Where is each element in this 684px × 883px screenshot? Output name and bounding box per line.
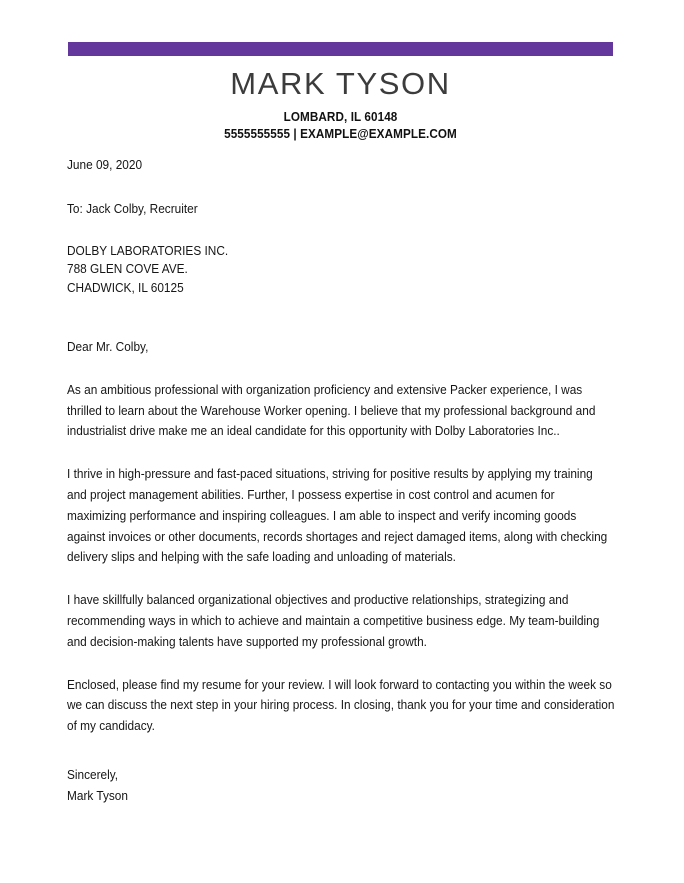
letter-paragraph-3: I have skillfully balanced organizational objectives and productive relationships, strategizing and recommending ways in which to achieve and maintain a competitive business edge. My team-building and decision-making talents have supported my professional growth. (67, 593, 600, 649)
applicant-name: MARK TYSON (230, 66, 451, 101)
company-name: DOLBY LABORATORIES INC. (67, 243, 229, 258)
applicant-location: LOMBARD, IL 60148 (283, 109, 398, 124)
letterhead (68, 66, 613, 142)
letter-date: June 09, 2020 (67, 158, 143, 172)
letter-closing (67, 765, 615, 806)
company-city-state-zip: CHADWICK, IL 60125 (67, 280, 184, 295)
letter-body (67, 155, 615, 806)
company-street: 788 GLEN COVE AVE. (67, 262, 188, 277)
letter-recipient: To: Jack Colby, Recruiter (67, 201, 198, 216)
company-address-block (67, 242, 615, 298)
closing-valediction: Sincerely, (67, 768, 119, 783)
letter-paragraph-1: As an ambitious professional with organization proficiency and extensive Packer experience, I was thrilled to learn about the Warehouse Worker opening. I believe that my professional background and industrialist drive make me an ideal candidate for this opportunity with Dolby Laboratories Inc.. (67, 382, 596, 439)
letter-paragraph-4: Enclosed, please find my resume for your review. I will look forward to contacting you within the week so we can discuss the next step in your hiring process. In closing, thank you for your time and consideration of my candidacy. (67, 677, 615, 734)
header-accent-bar (68, 42, 613, 56)
letter-paragraph-2: I thrive in high-pressure and fast-paced situations, striving for positive results by applying my training and project management abilities. Further, I possess expertise in cost control and acumen for maximizing performance and inspiring colleagues. I am able to inspect and verify incoming goods against invoices or other documents, records shortages and reject damaged items, along with checking delivery slips and helping with the safe loading and unloading of materials. (67, 467, 608, 565)
closing-signature: Mark Tyson (67, 788, 128, 803)
applicant-contact: 5555555555 | EXAMPLE@EXAMPLE.COM (224, 126, 457, 141)
letter-salutation: Dear Mr. Colby, (67, 340, 149, 355)
